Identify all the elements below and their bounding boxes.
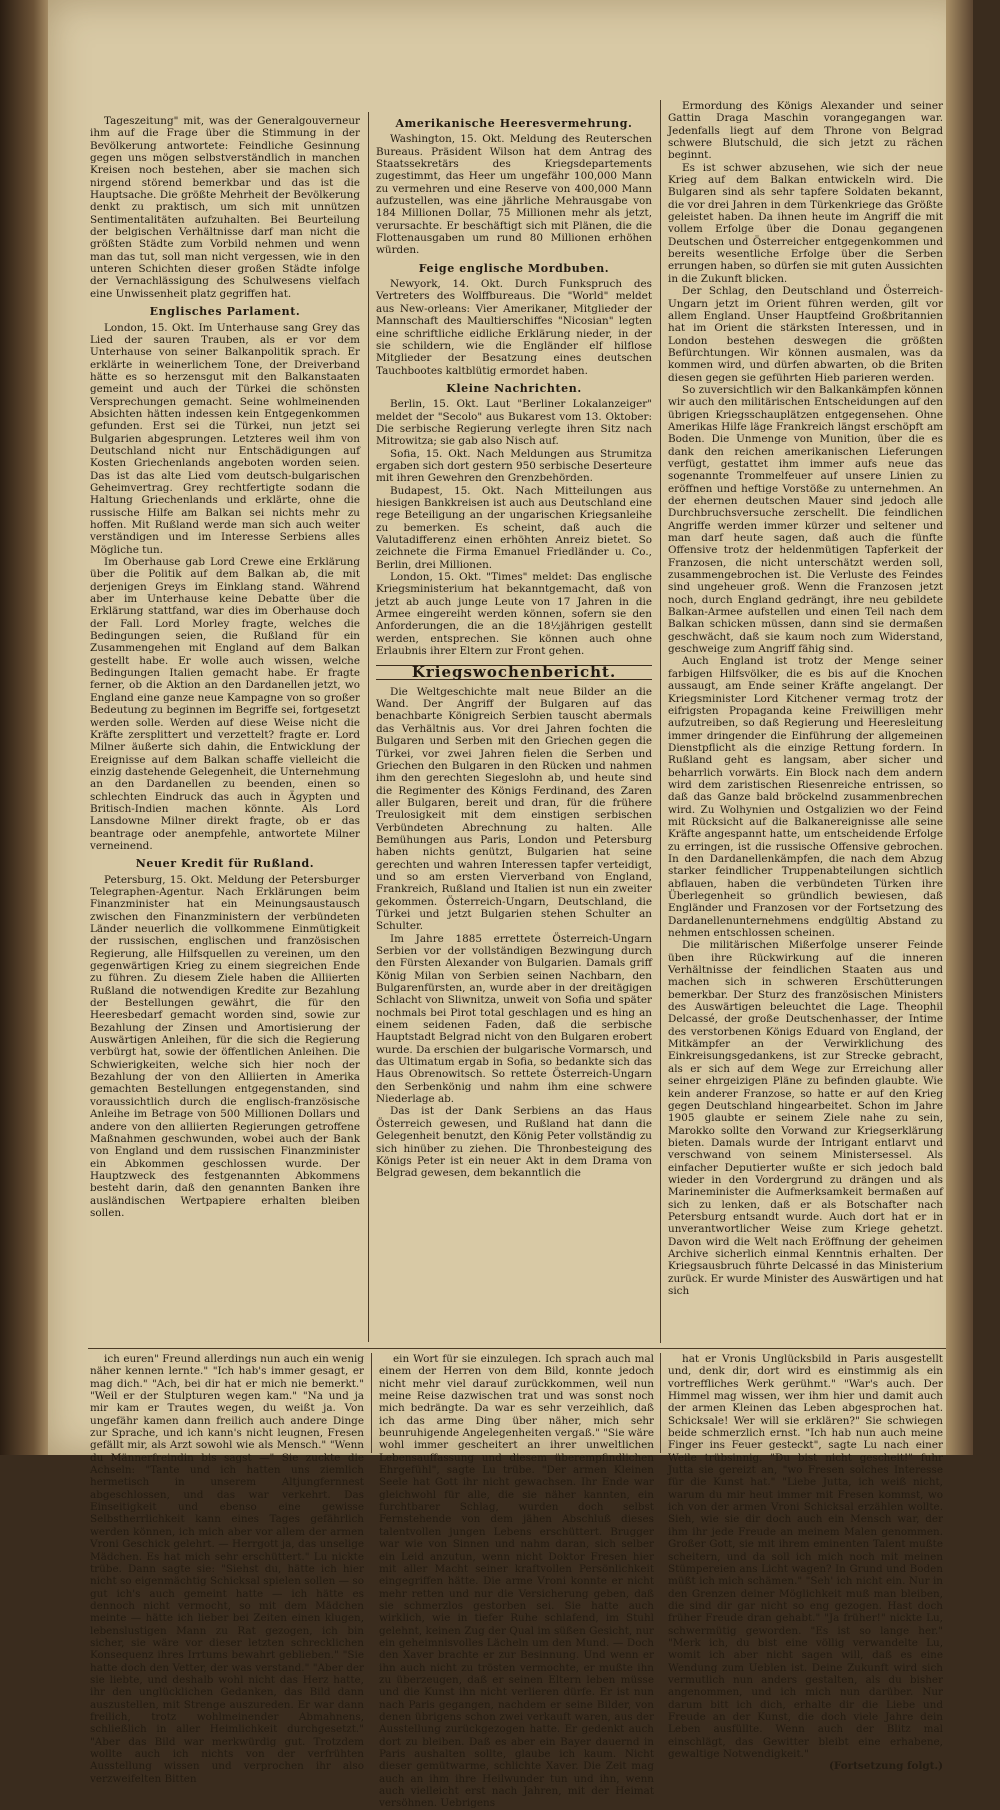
feuilleton-column-1 — [90, 1353, 364, 1785]
article-paragraph: Auch England ist trotz der Menge seiner farbigen Hilfsvölker, die es bis auf die Knochen aussaugt, am Ende seiner Kräfte angelangt. Der Kriegsminister Lord Kitchener vermag trotz der eifrigsten Propaganda keine Freiwilligen mehr aufzutreiben, so daß Regierung und Heeresleitung immer dringender die Einführung der allgemeinen Dienstpflicht als die einzige Rettung fordern. In Rußland geht es langsam, aber sicher und beharrlich vorwärts. Ein Block nach dem andern wird dem zaristischen Riesenreiche entrissen, so daß das Ganze bald bröckelnd zusammenbrechen wird. Zu Wolhynien und Ostgalizien wo der Feind mit Rücksicht auf die Balkanereignisse alle seine Kräfte angespannt hatte, um entscheidende Erfolge zu erringen, ist die russische Offensive gebrochen. In den Dardanellenkämpfen, die nach dem Abzug starker feindlicher Truppenabteilungen sichtlich abflauen, haben die verbündeten Türken ihre Überlegenheit so gründlich bewiesen, daß Engländer und Franzosen vor der Fortsetzung des Dardanellenunternehmens endgültig Abstand zu nehmen entschlossen scheinen. — [668, 655, 943, 940]
column-divider — [368, 112, 369, 1342]
article-paragraph: Die Weltgeschichte malt neue Bilder an die Wand. Der Angriff der Bulgaren auf das benachbarte Königreich Serbien tauscht abermals das Verhältnis aus. Vor drei Jahren fochten die Bulgaren und Serben mit den Griechen gegen die Türkei, vor zwei Jahren fielen die Serben und Griechen den Bulgaren in den Rücken und nahmen ihm den gerechten Siegeslohn ab, und heute sind die Regimenter des Königs Ferdinand, des Zaren aller Bulgaren, bereit und dran, für die frühere Treulosigkeit mit dem einstigen serbischen Verbündeten Abrechnung zu halten. Alle Bemühungen aus Paris, London und Petersburg haben nichts genützt, Bulgarien hat seine gerechten und wahren Interessen tapfer verteidigt, und so am ersten Vierverband von England, Frankreich, Rußland und Italien ist nun ein zweiter gekommen. Österreich-Ungarn, Deutschland, die Türkei und jetzt Bulgarien stehen Schulter an Schulter. — [376, 685, 652, 933]
article-paragraph: Sofia, 15. Okt. Nach Meldungen aus Strumitza ergaben sich dort gestern 950 serbische Deserteure mit ihren Gewehren den Grenzbehörden. — [376, 447, 652, 485]
column-divider — [660, 1353, 661, 1453]
section-heading: Amerikanische Heeresvermehrung. — [395, 117, 633, 130]
article-paragraph: London, 15. Okt. "Times" meldet: Das englische Kriegsministerium hat bekanntgemacht, daß von jetzt ab auch junge Leute von 17 Jahren in die Armee eingereiht werden können, sofern sie den Anforderungen, die an die 18½jährigen gestellt werden, entsprechen. Sie können auch ohne Erlaubnis ihrer Eltern zur Front gehen. — [376, 571, 652, 658]
column-divider — [371, 1353, 372, 1453]
column-2 — [376, 112, 652, 1343]
article-paragraph: Ermordung des Königs Alexander und seiner Gattin Draga Maschin vorangegangen war. Jedenfalls liegt auf dem Throne von Belgrad schwere Blutschuld, die sich jetzt zu rächen beginnt. — [668, 100, 943, 162]
article-paragraph: Das ist der Dank Serbiens an das Haus Österreich gewesen, und Rußland hat dann die Gelegenheit benutzt, den König Peter vollständig zu sich hinüber zu ziehen. Die Thronbesteigung des Königs Peter ist ein neuer Akt in dem Drama von Belgrad gewesen, dem bekanntlich die — [376, 1105, 652, 1180]
section-heading: Neuer Kredit für Rußland. — [135, 857, 315, 871]
article-paragraph: Berlin, 15. Okt. Laut "Berliner Lokalanzeiger" meldet der "Secolo" aus Bukarest vom 13. Oktober: Die serbische Regierung verlegte ihren Sitz nach Mitrowitza; sie gab also Nisch auf. — [376, 398, 652, 448]
feuilleton-column-3 — [668, 1353, 943, 1773]
article-paragraph: So zuversichtlich wir den Balkankämpfen können wir auch den militärischen Entscheidungen auf den übrigen Kriegsschauplätzen entgegensehen. Ohne Amerikas Hilfe läge Frankreich längst erschöpft am Boden. Die Unmenge von Munition, über die es dank den reichen amerikanischen Lieferungen verfügt, gestattet ihm immer aufs neue das sogenannte Trommelfeuer auf unsere Linien zu eröffnen und heftige Vorstöße zu unternehmen. An der ehernen deutschen Mauer sind jedoch alle Durchbruchsversuche zerschellt. Die feindlichen Angriffe werden immer kürzer und seltener und man darf heute sagen, daß auch die fünfte Offensive trotz der heldenmütigen Tapferkeit der Franzosen, die nicht unterschätzt werden soll, zusammengebrochen ist. Die Verluste des Feindes sind ungeheuer groß. Wenn die Franzosen jetzt noch, durch England gedrängt, ihre neu gebildete Balkan-Armee aufstellen und einen Teil nach dem Balkan schicken müssen, dann sind sie dermaßen geschwächt, daß sie kaum noch zum Widerstand, geschweige zum Angriff fähig sind. — [668, 383, 944, 656]
article-paragraph: Newyork, 14. Okt. Durch Funkspruch des Vertreters des Wolffbureaus. Die "World" meldet aus New-orleans: Vier Amerikaner, Mitglieder der Mannschaft des Maultierschiffes "Nicosian" legten eine schriftliche eidliche Erklärung nieder, in der sie schildern, wie die Engländer elf hilflose Mitglieder der Besatzung eines deutschen Tauchbootes kaltblütig ermordet haben. — [376, 278, 652, 377]
newspaper-page — [48, 0, 973, 1810]
column-divider — [660, 100, 661, 1343]
feuilleton-separator — [88, 1348, 946, 1349]
continuation-note: (Fortsetzung folgt.) — [828, 1760, 943, 1773]
article-paragraph: Die militärischen Mißerfolge unserer Feinde üben ihre Rückwirkung auf die inneren Verhältnisse der feindlichen Staaten aus und machen sich in schweren Erschütterungen bemerkbar. Der Sturz des französischen Ministers des Auswärtigen beleuchtet die Lage. Theophil Delcassé, der große Deutschenhasser, der Intime des verstorbenen Königs Eduard von England, der Mitkämpfer an der Verwirklichung des Einkreisungsgedankens, ist zur Strecke gebracht, als er sich auf dem Wege zur Erreichung aller seiner ehrgeizigen Pläne zu befinden glaubte. Wie kein anderer Franzose, so hatte er auf den Krieg gegen Deutschland hingearbeitet. Schon im Jahre 1905 glaubte er seinem Ziele nahe zu sein, Marokko sollte den Vorwand zur Kriegserklärung bieten. Damals wurde der Intrigant entlarvt und verschwand von seinem Ministersessel. Als einfacher Deputierter wußte er sich jedoch bald wieder in den Vordergrund zu drängen und als Marineminister die Aufmerksamkeit bermaßen auf sich zu lenken, daß er als Botschafter nach Petersburg entsandt wurde. Auch dort hat er in unverantwortlicher Weise zum Kriege gehetzt. Davon wird die Welt nach Eröffnung der geheimen Archive sicherlich einmal Kenntnis erhalten. Der Kriegsausbruch führte Delcassé in das Ministerium zurück. Er wurde Minister des Auswärtigen und hat sich — [668, 939, 943, 1297]
section-heading-large: Kriegswochenbericht. — [376, 665, 652, 679]
article-paragraph: London, 15. Okt. Im Unterhause sang Grey das Lied der sauren Trauben, als er vor dem Unterhause von seiner Balkanpolitik sprach. Er erklärte in weinerlichem Tone, der Dreiverband hätte es so herzensgut mit den Balkanstaaten gemeint und auch der Türkei die schönsten Versprechungen gemacht. Seine wohlmeinenden Absichten hätten indessen kein Entgegenkommen gefunden. Erst sei die Türkei, nun jetzt sei Bulgarien abgesprungen. Letzteres weil ihm von Deutschland nicht nur Entschädigungen auf Kosten Griechenlands angeboten worden seien. Das ist das alte Lied vom deutsch-bulgarischen Geheimvertrag. Grey rechtfertigte sodann die Haltung Griechenlands und erklärte, ohne die russische Hilfe am Balkan sei nichts mehr zu hoffen. Mit Rußland werde man sich auch weiter verständigen und im Interesse Serbiens alles Mögliche tun. — [90, 321, 360, 556]
column-1 — [90, 115, 360, 1343]
article-paragraph: Der Schlag, den Deutschland und Österreich-Ungarn jetzt im Orient führen werden, gilt vor allem England. Unser Hauptfeind Großbritannien hat im Orient die stärksten Interessen, und in London bestehen deswegen die größten Befürchtungen. Wir können ausmalen, was da kommen wird, und dürfen abwarten, ob die Briten diesen gegen sie geführten Hieb parieren werden. — [668, 285, 943, 384]
section-heading: Englisches Parlament. — [149, 305, 301, 319]
article-paragraph: Es ist schwer abzusehen, wie sich der neue Krieg auf dem Balkan entwickeln wird. Die Bulgaren sind als sehr tapfere Soldaten bekannt, die vor drei Jahren in dem Türkenkriege das Größte geleistet haben. Da ihnen heute im Angriff die mit vollem Erfolge über die Donau gegangenen Deutschen und Österreicher entgegenkommen und bereits wesentliche Erfolge über die Serben errungen haben, so dürfen sie mit guten Aussichten in die Zukunft blicken. — [668, 161, 943, 285]
feuilleton-text: hat er Vronis Unglücksbild in Paris ausgestellt und, denk dir, dort wird es einstimmig als ein vortreffliches Werk gerühmt." "War's auch. Der Himmel mag wissen, wer ihm hier und damit auch der armen Kleinen das Leben abgesprochen hat. Schicksale! Wer will sie erklären?" Sie schwiegen beide schmerzlich ernst. "Ich hab nun auch meine Finger ins Feuer gesteckt", sagte Lu nach einer Weile trübsinnig. "Du bist nicht gescheit!" fuhr Jutta sie gereizt an, "wo Fresen solches Interesse für die Kunst hat." "Liebe Jutta, ich weiß nicht, warum du mir heut immer mit Fresen kommst, wo ich von der armen Vroni Schicksal erzählen wollte. Sieh, wie sie dir doch auch ein Mensch war, der ihm ihr jede Freude an meinem Malen genommen. Großer Gott, sie mit ihrem eminenten Talent mußte scheitern, und da soll ich mich noch mit meinen Stümpereien ans Licht wagen? In Grund und Boden müßt ich mich schämen." "Seh' ich nicht ein. Nur in den Grenzen deiner Möglichkeit muß man bleiben, die sind dir gar nicht so eng gezogen. Hast doch früher Freude dran gehabt." "Ja früher!" nickte Lu, schwermütig geworden. "Es ist so lange her." "Merk ich, du bist eine völlig verwandelte Lu, womit ich aber nicht sagen will, daß es eine Wendung zum Ueblen ist. Deine Zukunft wird sich vermutlich nun anders gestalten, als du bisher angenommen, und ich mich nun darüber. Nur darum bitt ich dich, erhalte dir die Liebe und Freude an der Kunst, die doch viele Jahre dein Leben ausfüllte. Wenn auch der Blitz mal einschlägt, das Gewitter bleibt eine erhabene, gewaltige Notwendigkeit." — [668, 1353, 943, 1760]
article-paragraph: Im Oberhause gab Lord Crewe eine Erklärung über die Politik auf dem Balkan ab, die mit derjenigen Greys im Einklang stand. Während aber im Unterhause keine Debatte über die Erklärung stattfand, war dies im Oberhause doch der Fall. Lord Morley fragte, welches die Bedingungen seien, die Rußland für ein Zusammengehen mit England auf dem Balkan gestellt habe. Er wolle auch wissen, welche Bedingungen Italien gemacht habe. Er fragte ferner, ob die Aktion an den Dardanellen jetzt, wo England eine ganze neue Kampagne von so großer Bedeutung zu beginnen im Begriffe sei, fortgesetzt werden solle. Werden auf diese Weise nicht die Kräfte zersplittert und verzettelt? fragte er. Lord Milner äußerte sich dahin, die Entwicklung der Ereignisse auf dem Balkan schaffe vielleicht die einzig dastehende Gelegenheit, die Unternehmung an den Dardanellen zu beenden, einen so schlechten Eindruck das auch in Ägypten und Britisch-Indien machen könnte. Als Lord Lansdowne Milner direkt fragte, ob er das beantrage oder anempfehle, antwortete Milner verneinend. — [90, 556, 360, 852]
article-paragraph: Im Jahre 1885 errettete Österreich-Ungarn Serbien vor der vollständigen Bezwingung durch den Fürsten Alexander von Bulgarien. Damals griff König Milan von Serbien seinen Nachbarn, den Bulgarenfürsten, an, wurde aber in der dreitägigen Schlacht von Sliwnitza, unweit von Sofia und später nochmals bei Pirot total geschlagen und es hing an einem seidenen Faden, daß die serbische Hauptstadt Belgrad nicht von den Bulgaren erobert wurde. Da erschien der bulgarische Vormarsch, und das Ultimatum ergab in Sofia, so bedankte sich das Haus Obrenowitsch. So rettete Österreich-Ungarn den Serbenkönig und nahm ihm eine schwere Niederlage ab. — [376, 932, 652, 1106]
feuilleton-column-2 — [379, 1353, 654, 1810]
section-heading: Kleine Nachrichten. — [446, 381, 582, 395]
feuilleton-text: ein Wort für sie einzulegen. Ich sprach auch mal einem der Herren von dem Bild, konnte jedoch nicht mehr viel darauf zurückkommen, weil nun meine Reise dazwischen trat und was sonst noch mich bedrängte. Da war es sehr verzeihlich, daß ich das arme Ding über näher, mich sehr beunruhigende Angelegenheiten vergaß." "Sie wäre wohl immer gescheitert an ihrer unweltlichen Lebensauffassung und diesem überempfindlichen Ehrgefühl", sagte Lu trübe. "Der armen Kleinen Seele hat Gott ihr nicht gewachsen. Ihr Ende war gleichwohl für alle, die sie näher kannten, ein furchtbarer Schlag, wurden doch selbst Fernstehende von dem jähen Abschluß dieses talentvollen jungen Lebens erschüttert. Brugger war wie von Sinnen und nahm daran, sich selber ein Leid anzutun, wenn nicht Doktor Fresen hier mit aller Macht seiner kraftvollen Persönlichkeit eingegriffen hätte. Die arme Vroni konnte er nicht mehr retten und nur die Versicherung geben, daß sie schmerzlos gestorben sei. Sie hatte auch wirklich, wie in tiefer Ruhe schlafend, im Stuhl gelehnt, keinen Zug der Qual im süßen Gesicht, nur ein geheimnisvolles Lächeln um den Mund. — Doch den Xaver brachte er zur Besinnung. Und wenn er ihn auch nicht zu trösten vermochte, er mußte ihn zu überzeugen, daß er seinen Eltern leben müsse und die Kunst ihn nicht verlieren dürfe. Er ist nun nach Paris gegangen, nachdem er seine Bilder, von denen übrigens schon zwei verkauft waren, aus der Ausstellung zurückgezogen hatte. Er gedenkt auch dort zu bleiben. Daß es aber ein Bayer dauernd in Paris aushalten sollte, glaube ich kaum. Nicht dieser gemütwarme, schlichte Xaver. Die Zeit mag auch an ihm ihre Heilwunder tun und ihn, wenn auch vielleicht erst nach Jahren, mit der Heimat versöhnen. Uebrigens — [379, 1353, 654, 1810]
section-heading: Feige englische Mordbuben. — [418, 261, 610, 275]
column-3 — [668, 100, 943, 1343]
page-edge — [946, 0, 973, 1455]
article-paragraph: Petersburg, 15. Okt. Meldung der Petersburger Telegraphen-Agentur. Nach Erklärungen beim Finanzminister hat ein Meinungsaustausch zwischen den Finanzministern der verbündeten Länder neuerlich die vollkommene Einmütigkeit der russischen, englischen und französischen Regierung, alle Hilfsquellen zu vereinen, um den gegenwärtigen Krieg zu einem siegreichen Ende zu führen. Zu diesem Ziele haben die Alliierten Rußland die notwendigen Kredite zur Bezahlung der Bestellungen gewährt, die für den Heeresbedarf gemacht worden sind, sowie zur Bezahlung der Zinsen und Amortisierung der Auswärtigen Anleihen, für die sich die Regierung verbürgt hat, sowie der öffentlichen Anleihen. Die Schwierigkeiten, welche sich hier noch der Bezahlung der von den Alliierten in Amerika gemachten Bestellungen entgegenstanden, sind voraussichtlich durch die englisch-französische Anleihe im Betrage von 500 Millionen Dollars und andere von den alliierten Regierungen getroffene Maßnahmen geschwunden, wobei auch der Bank von England und dem russischen Finanzminister ein Abkommen geschlossen wurde. Der Hauptzweck des festgenannten Abkommens besteht darin, daß den genannten Banken ihre ausländischen Wertpapiere erhalten bleiben sollen. — [90, 873, 360, 1219]
article-paragraph: Budapest, 15. Okt. Nach Mitteilungen aus hiesigen Bankkreisen ist auch aus Deutschland eine rege Beteiligung an der ungarischen Kriegsanleihe zu bemerken. Es scheint, daß auch die Valutadifferenz einen erhöhten Anreiz bietet. So zeichnete die Firma Emanuel Friedländer u. Co., Berlin, drei Millionen. — [376, 484, 652, 571]
feuilleton-text: ich euren" Freund allerdings nun auch ein wenig näher kennen lernte." "Ich hab's immer gesagt, er mag dich." "Ach, bei dir hat er mich nie bemerkt." "Weil er der Stulpturen wegen kam." "Na und ja mir kam er Trautes wegen, du weißt ja. Von ungefähr kamen dann freilich auch andere Dinge zur Sprache, und ich kann's nicht leugnen, Fresen gefällt mir, als Arzt sowohl wie als Mensch." "Wenn du Männerfreindin bis sagst —" Sie zuckte die Achseln: "Tante und ich hatten uns ziemlich hermetisch in unserem Altjungfernnest abgeschlossen, und das war verkehrt. Das Einseitigkeit und ebenso eine gewisse Selbstherrlichkeit kann eines Tages gefährlich werden können, ich mich aber vor allem der armen Vroni Geschick gelehrt. — Herrgott ja, das unselige Mädchen. Es hat mich sehr erschüttert." Lu nickte trübe. Dann sagte sie: "Siehst du, hätte ich hier nicht so eigenmächtig Schicksal spielen sollen — so gut ich's auch gemeint hatte — ich hätte es dennoch nicht vermocht, so mit dem Mädchen meinte — hätte ich lieber bei Zeiten einen klugen, lebenslustigen Mann zu Rat gezogen, ich bin sicher, sie wäre vor dieser letzten schrecklichen Konsequenz ihres Irrtums bewahrt geblieben." "Sie hatte doch den Vetter, der was verstand." "Aber der sie liebte, und deshalb wohl nicht das Herz hatte, ihr den unglücklichen Gedanken, das Bild dann auszustellen, mit Strenge auszureden. Er war dann freilich, trotz wohlmeinender Abmahnens, schließlich in aller Heimlichkeit durchgesetzt." "Aber das Bild war merkwürdig gut. Trotzdem wollte auch ich nichts von der verfrühten Ausstellung wissen und verprochen ihr also verzweifelten Bitten — [90, 1353, 364, 1785]
article-paragraph: Tageszeitung" mit, was der Generalgouverneur ihm auf die Frage über die Stimmung in der Bevölkerung antwortete: Feindliche Gesinnung gegen uns mögen selbstverständlich in manchen Kreisen noch bestehen, aber sie machen sich nirgend störend bemerkbar und das ist die Hauptsache. Die größte Mehrheit der Bevölkerung denkt zu praktisch, um sich mit unnützen Sentimentalitäten aufzuhalten. Bei Beurteilung der belgischen Verhältnisse darf man nicht die größten Städte zum Vorbild nehmen und wenn man das tut, soll man nicht vergessen, wie in den unteren Schichten dieser großen Städte infolge der Vernachlässigung des Schulwesens vielfach eine Unwissenheit platz gegriffen hat. — [90, 115, 360, 300]
article-paragraph: Washington, 15. Okt. Meldung des Reuterschen Bureaus. Präsident Wilson hat dem Antrag des Staatssekretärs des Kriegsdepartements zugestimmt, das Heer um ungefähr 100,000 Mann zu vermehren und eine Reserve von 400,000 Mann aufzustellen, was eine jährliche Mehrausgabe von 184 Millionen Dollar, 75 Millionen mehr als jetzt, verursachte. Er beschäftigt sich mit Plänen, die die Flottenausgaben um rund 80 Millionen erhöhen würden. — [376, 133, 652, 257]
book-binding — [0, 0, 48, 1455]
